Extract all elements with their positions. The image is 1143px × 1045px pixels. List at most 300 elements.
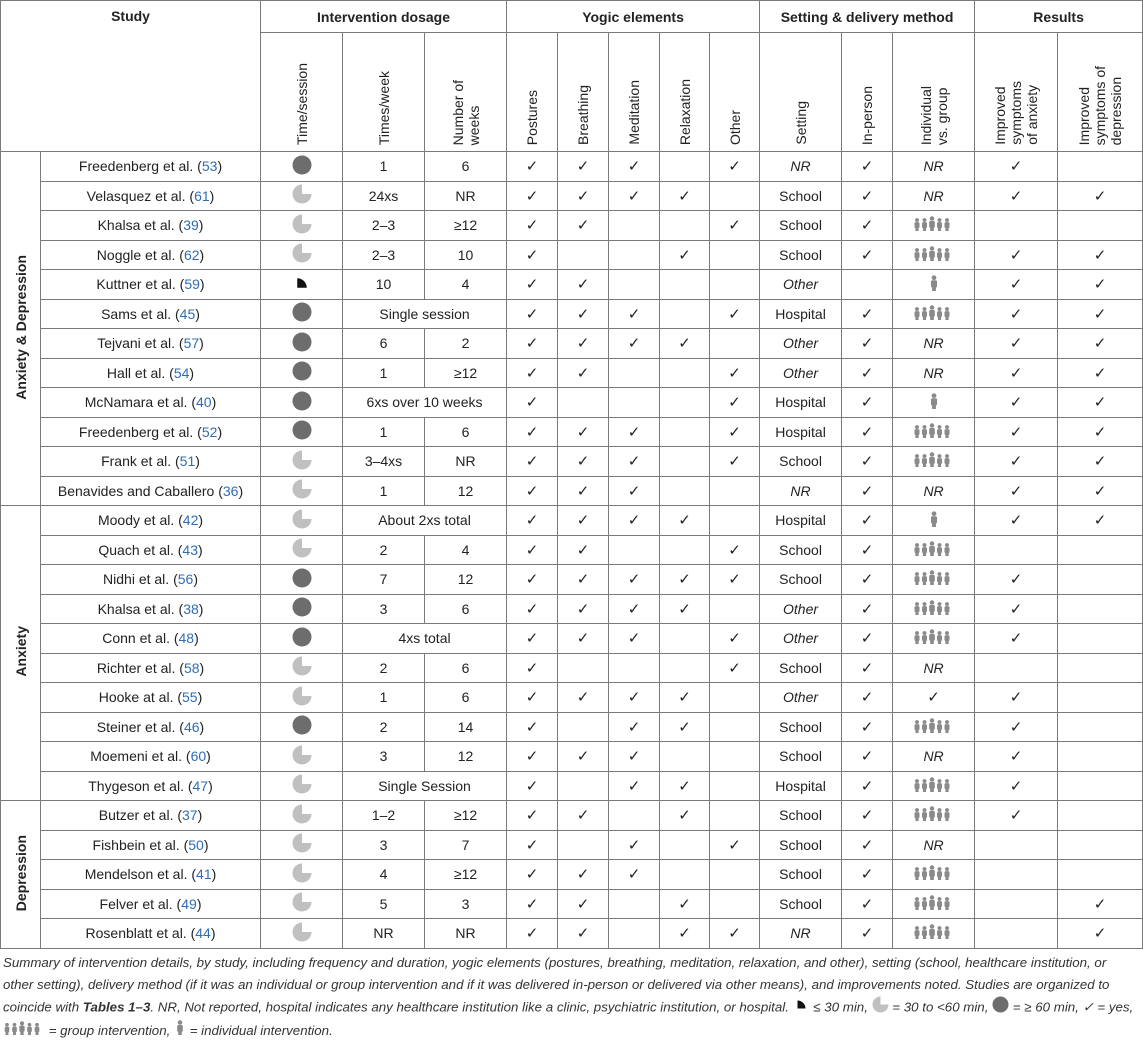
check-mark: ✓ — [1009, 512, 1023, 530]
other-cell — [710, 624, 760, 654]
study-name — [41, 181, 261, 211]
breathing-cell — [558, 771, 609, 801]
check-mark: ✓ — [728, 158, 741, 176]
reference-link[interactable]: 44 — [195, 925, 211, 942]
check-mark: ✓ — [525, 276, 539, 294]
other-cell — [710, 860, 760, 890]
study-name-close: ) — [198, 600, 204, 617]
study-name-text: Benavides and Caballero ( — [57, 482, 223, 499]
table-row — [1, 919, 1143, 949]
breathing-cell — [558, 181, 609, 211]
table-body — [1, 152, 1143, 949]
postures-cell — [507, 506, 558, 536]
table-row — [1, 535, 1143, 565]
setting-cell — [760, 447, 842, 477]
in-person-cell — [842, 624, 893, 654]
setting-text: NR — [790, 925, 811, 942]
other-cell — [710, 919, 760, 949]
check-mark: ✓ — [860, 187, 874, 205]
breathing-cell — [558, 624, 609, 654]
check-mark: ✓ — [627, 305, 641, 323]
study-name — [41, 889, 261, 919]
reference-link[interactable]: 52 — [201, 423, 218, 440]
weeks-cell — [425, 270, 507, 300]
check-mark: ✓ — [860, 748, 874, 766]
postures-cell — [507, 447, 558, 477]
reference-link[interactable]: 37 — [182, 807, 198, 824]
weeks-text: 6 — [461, 158, 470, 175]
table-row — [1, 624, 1143, 654]
time-session-cell — [261, 801, 343, 831]
other-cell — [710, 299, 760, 329]
setting-cell — [760, 830, 842, 860]
check-mark: ✓ — [576, 276, 590, 294]
table-row — [1, 417, 1143, 447]
times-week-cell — [343, 270, 425, 300]
check-mark: ✓ — [860, 866, 874, 884]
relaxation-cell — [660, 152, 710, 182]
times-week-text: 2 — [379, 659, 388, 676]
pie-three-quarter-icon — [292, 922, 312, 945]
check-mark: ✓ — [728, 305, 741, 323]
meditation-cell — [609, 181, 660, 211]
times-week-cell — [343, 742, 425, 772]
postures-cell — [507, 152, 558, 182]
check-mark: ✓ — [525, 571, 539, 589]
reference-link[interactable]: 56 — [177, 571, 194, 588]
meditation-cell — [609, 830, 660, 860]
table-reference: Tables 1–3 — [82, 999, 151, 1015]
meditation-cell — [609, 476, 660, 506]
check-mark: ✓ — [1009, 571, 1023, 589]
reference-link[interactable]: 61 — [194, 187, 210, 204]
pie-three-quarter-icon — [292, 686, 312, 709]
time-session-cell — [261, 830, 343, 860]
individual-group-cell — [893, 742, 975, 772]
in-person-cell — [842, 329, 893, 359]
postures-cell — [507, 476, 558, 506]
check-mark: ✓ — [576, 689, 590, 707]
times-week-cell — [343, 181, 425, 211]
in-person-cell — [842, 830, 893, 860]
dosage-merged-text: Single Session — [378, 777, 471, 794]
weeks-cell — [425, 329, 507, 359]
group-label — [1, 506, 41, 801]
check-mark: ✓ — [576, 571, 590, 589]
meditation-cell — [609, 299, 660, 329]
table-row — [1, 594, 1143, 624]
reference-link[interactable]: 55 — [182, 689, 198, 706]
depression-result-cell — [1058, 889, 1143, 919]
study-name — [41, 742, 261, 772]
reference-link[interactable]: 60 — [190, 748, 207, 765]
time-session-cell — [261, 624, 343, 654]
reference-link[interactable]: 47 — [192, 777, 209, 794]
reference-link[interactable]: 39 — [183, 217, 199, 234]
study-name-text: Mendelson et al. ( — [84, 866, 197, 883]
pie-full-icon — [292, 332, 312, 355]
pie-quarter-icon — [292, 273, 312, 296]
group-people-icon — [913, 541, 955, 559]
setting-text: Hospital — [775, 777, 826, 794]
check-mark: ✓ — [1009, 689, 1023, 707]
reference-link[interactable]: 62 — [183, 246, 200, 263]
relaxation-cell — [660, 889, 710, 919]
header-dosage: Intervention dosage — [261, 1, 507, 33]
breathing-cell — [558, 565, 609, 595]
reference-link[interactable]: 38 — [183, 600, 199, 617]
setting-cell — [760, 860, 842, 890]
table-row — [1, 801, 1143, 831]
postures-cell — [507, 270, 558, 300]
dosage-merged-cell — [343, 299, 507, 329]
check-mark: ✓ — [860, 512, 874, 530]
individual-group-cell — [893, 476, 975, 506]
postures-cell — [507, 683, 558, 713]
weeks-text: 7 — [461, 836, 470, 853]
postures-cell — [507, 889, 558, 919]
reference-link[interactable]: 53 — [201, 158, 218, 175]
individual-group-cell — [893, 506, 975, 536]
depression-result-cell — [1058, 299, 1143, 329]
check-mark: ✓ — [1093, 895, 1107, 913]
study-name-close: ) — [199, 335, 204, 352]
individual-group-cell — [893, 358, 975, 388]
meditation-cell — [609, 270, 660, 300]
study-name-text: Butzer et al. ( — [98, 807, 183, 824]
col-header: Improved symptoms of depression — [1058, 33, 1143, 152]
group-people-icon — [913, 246, 955, 264]
setting-text: School — [779, 659, 822, 676]
reference-link[interactable]: 49 — [181, 895, 197, 912]
individual-group-cell — [893, 565, 975, 595]
person-icon — [928, 275, 940, 294]
other-cell — [710, 830, 760, 860]
weeks-text: 6 — [461, 423, 470, 440]
table-row — [1, 830, 1143, 860]
individual-group-cell — [893, 240, 975, 270]
dosage-merged-cell — [343, 624, 507, 654]
table-row — [1, 329, 1143, 359]
check-mark: ✓ — [1093, 482, 1107, 500]
study-name-close: ) — [199, 276, 205, 293]
depression-result-cell — [1058, 624, 1143, 654]
check-mark: ✓ — [525, 335, 539, 353]
table-row — [1, 683, 1143, 713]
setting-text: Other — [783, 276, 819, 293]
reference-link[interactable]: 45 — [179, 305, 196, 322]
study-name-close: ) — [198, 512, 204, 529]
individual-group-cell — [893, 801, 975, 831]
postures-cell — [507, 594, 558, 624]
study-name — [41, 565, 261, 595]
times-week-text: 2–3 — [371, 217, 396, 234]
breathing-cell — [558, 329, 609, 359]
relaxation-cell — [660, 506, 710, 536]
check-mark: ✓ — [1093, 512, 1107, 530]
postures-cell — [507, 712, 558, 742]
anxiety-result-cell — [975, 417, 1058, 447]
dosage-merged-text: 6xs over 10 weeks — [366, 394, 483, 411]
check-mark: ✓ — [627, 187, 641, 205]
time-session-cell — [261, 594, 343, 624]
check-mark: ✓ — [576, 423, 590, 441]
times-week-text: 1 — [379, 423, 388, 440]
check-mark: ✓ — [1009, 335, 1023, 353]
dosage-merged-text: Single session — [379, 305, 470, 322]
relaxation-cell — [660, 830, 710, 860]
anxiety-result-cell — [975, 240, 1058, 270]
group-label — [1, 152, 41, 506]
setting-cell — [760, 240, 842, 270]
other-cell — [710, 653, 760, 683]
person-icon — [928, 511, 940, 530]
depression-result-cell — [1058, 742, 1143, 772]
setting-cell — [760, 771, 842, 801]
setting-cell — [760, 476, 842, 506]
individual-group-cell — [893, 683, 975, 713]
times-week-text: 5 — [379, 895, 388, 912]
setting-cell — [760, 329, 842, 359]
check-mark: ✓ — [678, 895, 691, 913]
in-person-cell — [842, 919, 893, 949]
depression-result-cell — [1058, 388, 1143, 418]
check-mark: ✓ — [576, 453, 590, 471]
setting-text: Other — [783, 335, 819, 352]
check-mark: ✓ — [728, 541, 741, 559]
check-mark: ✓ — [525, 630, 539, 648]
check-mark: ✓ — [860, 482, 874, 500]
reference-link[interactable]: 50 — [188, 836, 204, 853]
relaxation-cell — [660, 476, 710, 506]
check-mark: ✓ — [678, 777, 691, 795]
check-mark: ✓ — [525, 659, 539, 677]
times-week-cell — [343, 683, 425, 713]
reference-link[interactable]: 57 — [183, 335, 200, 352]
reference-link[interactable]: 54 — [173, 364, 190, 381]
study-name-text: Moemeni et al. ( — [90, 748, 191, 765]
check-mark: ✓ — [525, 482, 539, 500]
meditation-cell — [609, 889, 660, 919]
group-label-text: Anxiety & Depression — [12, 254, 29, 400]
anxiety-result-cell — [975, 565, 1058, 595]
depression-result-cell — [1058, 506, 1143, 536]
other-cell — [710, 152, 760, 182]
study-name-close: ) — [206, 748, 211, 765]
check-mark: ✓ — [860, 305, 874, 323]
check-mark: ✓ — [860, 925, 874, 943]
time-session-cell — [261, 299, 343, 329]
study-name-text: Freedenberg et al. ( — [78, 158, 202, 175]
setting-text: School — [779, 217, 822, 234]
setting-text: School — [779, 866, 822, 883]
anxiety-result-cell — [975, 299, 1058, 329]
weeks-cell — [425, 565, 507, 595]
setting-cell — [760, 565, 842, 595]
study-name-text: Hooke at al. ( — [98, 689, 183, 706]
pie-three-quarter-icon — [292, 243, 312, 266]
check-mark: ✓ — [627, 866, 641, 884]
anxiety-result-cell — [975, 535, 1058, 565]
study-name — [41, 358, 261, 388]
times-week-cell — [343, 830, 425, 860]
check-mark: ✓ — [860, 689, 874, 707]
breathing-cell — [558, 742, 609, 772]
check-mark: ✓ — [1009, 187, 1023, 205]
times-week-cell — [343, 653, 425, 683]
in-person-cell — [842, 801, 893, 831]
meditation-cell — [609, 388, 660, 418]
times-week-cell — [343, 329, 425, 359]
table-row — [1, 771, 1143, 801]
reference-link[interactable]: 59 — [184, 276, 200, 293]
meditation-cell — [609, 565, 660, 595]
check-mark: ✓ — [678, 187, 691, 205]
study-name-close: ) — [203, 836, 209, 853]
setting-cell — [760, 388, 842, 418]
pie-three-quarter-icon — [292, 184, 312, 207]
depression-result-cell — [1058, 329, 1143, 359]
check-mark: ✓ — [860, 718, 874, 736]
reference-link[interactable]: 40 — [196, 394, 212, 411]
check-mark: ✓ — [1093, 276, 1107, 294]
weeks-cell — [425, 712, 507, 742]
relaxation-cell — [660, 653, 710, 683]
check-mark: ✓ — [860, 630, 874, 648]
times-week-cell — [343, 919, 425, 949]
check-mark: ✓ — [627, 630, 641, 648]
in-person-cell — [842, 447, 893, 477]
col-header: Breathing — [558, 33, 609, 152]
reference-link[interactable]: 41 — [196, 866, 212, 883]
check-mark: ✓ — [860, 335, 874, 353]
check-mark: ✓ — [1093, 453, 1107, 471]
postures-cell — [507, 535, 558, 565]
check-mark: ✓ — [627, 158, 641, 176]
pie-three-quarter-icon — [292, 656, 312, 679]
in-person-cell — [842, 771, 893, 801]
weeks-text: ≥12 — [453, 866, 478, 883]
reference-link[interactable]: 58 — [183, 659, 200, 676]
check-mark: ✓ — [525, 394, 539, 412]
study-name — [41, 152, 261, 182]
pie-three-quarter-icon — [292, 833, 312, 856]
weeks-cell — [425, 211, 507, 241]
group-people-icon — [913, 718, 955, 736]
time-session-cell — [261, 388, 343, 418]
table-row — [1, 358, 1143, 388]
time-session-cell — [261, 329, 343, 359]
study-name-close: ) — [217, 423, 223, 440]
weeks-cell — [425, 742, 507, 772]
weeks-text: 3 — [461, 895, 470, 912]
depression-result-cell — [1058, 417, 1143, 447]
check-mark: ✓ — [576, 217, 590, 235]
individual-group-cell — [893, 181, 975, 211]
anxiety-result-cell — [975, 712, 1058, 742]
check-mark: ✓ — [576, 364, 590, 382]
check-mark: ✓ — [860, 777, 874, 795]
table-row — [1, 181, 1143, 211]
in-person-cell — [842, 742, 893, 772]
individual-group-cell — [893, 299, 975, 329]
check-mark: ✓ — [525, 453, 539, 471]
table-row — [1, 211, 1143, 241]
reference-link[interactable]: 51 — [179, 453, 196, 470]
meditation-cell — [609, 211, 660, 241]
reference-link[interactable]: 42 — [182, 512, 199, 529]
time-session-cell — [261, 240, 343, 270]
study-name-close: ) — [195, 453, 200, 470]
anxiety-result-cell — [975, 594, 1058, 624]
pie-full-icon — [992, 996, 1009, 1020]
group-label — [1, 801, 41, 949]
relaxation-cell — [660, 181, 710, 211]
study-name-text: Fishbein et al. ( — [92, 836, 189, 853]
pie-three-quarter-icon — [292, 804, 312, 827]
check-mark: ✓ — [728, 217, 741, 235]
setting-cell — [760, 535, 842, 565]
relaxation-cell — [660, 742, 710, 772]
time-session-cell — [261, 742, 343, 772]
person-icon — [174, 1020, 186, 1042]
postures-cell — [507, 388, 558, 418]
times-week-cell — [343, 152, 425, 182]
check-mark: ✓ — [576, 541, 590, 559]
dosage-merged-text: About 2xs total — [378, 512, 471, 529]
meditation-cell — [609, 712, 660, 742]
reference-link[interactable]: 36 — [222, 482, 239, 499]
check-mark: ✓ — [627, 689, 641, 707]
setting-cell — [760, 919, 842, 949]
study-name-close: ) — [196, 895, 202, 912]
check-mark: ✓ — [525, 748, 539, 766]
check-mark: ✓ — [1009, 246, 1023, 264]
check-mark: ✓ — [576, 335, 590, 353]
setting-cell — [760, 152, 842, 182]
depression-result-cell — [1058, 181, 1143, 211]
weeks-text: 4 — [461, 276, 470, 293]
weeks-text: ≥12 — [453, 217, 478, 234]
study-name-text: McNamara et al. ( — [84, 394, 196, 411]
reference-link[interactable]: 43 — [182, 541, 198, 558]
individual-group-text: NR — [923, 187, 944, 204]
weeks-cell — [425, 240, 507, 270]
times-week-cell — [343, 594, 425, 624]
reference-link[interactable]: 46 — [183, 718, 200, 735]
other-cell — [710, 417, 760, 447]
setting-text: School — [779, 246, 822, 263]
check-mark: ✓ — [860, 600, 874, 618]
setting-cell — [760, 712, 842, 742]
times-week-cell — [343, 801, 425, 831]
relaxation-cell — [660, 270, 710, 300]
relaxation-cell — [660, 535, 710, 565]
study-name — [41, 240, 261, 270]
check-mark: ✓ — [860, 895, 874, 913]
setting-text: Other — [783, 630, 819, 647]
breathing-cell — [558, 535, 609, 565]
other-cell — [710, 801, 760, 831]
setting-text: School — [779, 187, 822, 204]
times-week-cell — [343, 535, 425, 565]
check-mark: ✓ — [678, 335, 691, 353]
in-person-cell — [842, 565, 893, 595]
check-mark: ✓ — [576, 482, 590, 500]
study-name-text: Tejvani et al. ( — [97, 335, 184, 352]
meditation-cell — [609, 771, 660, 801]
reference-link[interactable]: 48 — [178, 630, 195, 647]
